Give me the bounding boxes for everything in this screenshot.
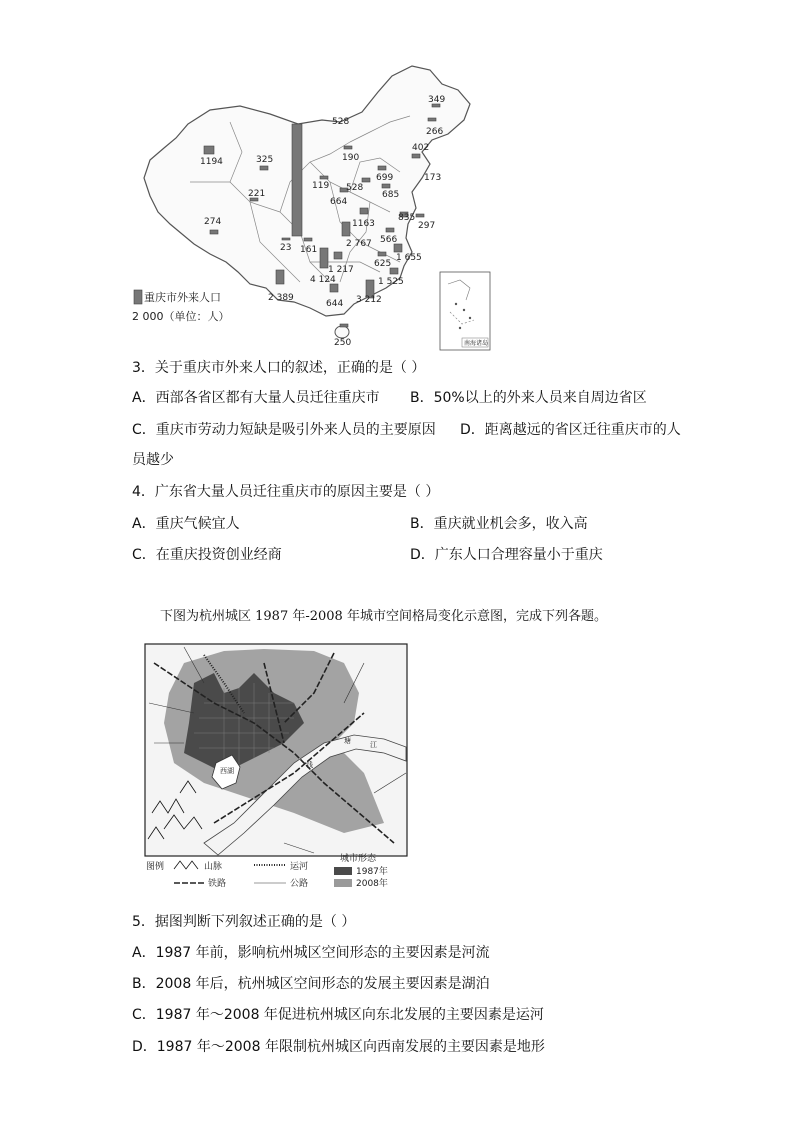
bar-1655 bbox=[394, 244, 402, 252]
label-173: 173 bbox=[424, 173, 442, 183]
bar-625 bbox=[378, 252, 386, 256]
label-349: 349 bbox=[428, 95, 446, 105]
q4-option-d: D．广东人口合理容量小于重庆 bbox=[410, 547, 603, 563]
svg-text:塘: 塘 bbox=[344, 737, 351, 745]
label-1217: 1 217 bbox=[328, 265, 354, 275]
label-1163: 1163 bbox=[352, 219, 375, 229]
q5-option-b: B．2008 年后，杭州城区空间形态的发展主要因素是湖泊 bbox=[132, 976, 490, 992]
svg-text:城市形态: 城市形态 bbox=[340, 854, 377, 864]
svg-text:图例: 图例 bbox=[146, 862, 165, 872]
bar-190 bbox=[344, 146, 352, 149]
label-566: 566 bbox=[380, 235, 398, 245]
bar-2767 bbox=[342, 222, 350, 236]
label-119: 119 bbox=[312, 181, 330, 191]
q3-option-c: C．重庆市劳动力短缺是吸引外来人员的主要原因 bbox=[132, 422, 436, 438]
label-1655: 1 655 bbox=[396, 253, 422, 263]
bar-266 bbox=[428, 118, 436, 121]
bar-325 bbox=[260, 166, 268, 170]
label-274: 274 bbox=[204, 217, 222, 227]
label-528b: 528 bbox=[346, 183, 364, 193]
label-625: 625 bbox=[374, 259, 392, 269]
q4-option-b: B．重庆就业机会多，收入高 bbox=[410, 516, 588, 532]
bar-644 bbox=[330, 284, 338, 292]
bar-23 bbox=[282, 238, 290, 240]
q3-stem: 3．关于重庆市外来人口的叙述，正确的是（ ） bbox=[132, 360, 426, 376]
bar-528b bbox=[362, 178, 370, 182]
bar-161 bbox=[304, 238, 312, 241]
svg-text:2008年: 2008年 bbox=[356, 879, 388, 889]
label-161: 161 bbox=[300, 245, 318, 255]
bar-4124 bbox=[320, 248, 328, 268]
svg-text:公路: 公路 bbox=[290, 879, 309, 889]
svg-text:江: 江 bbox=[370, 741, 377, 749]
bar-1217 bbox=[334, 252, 342, 259]
china-outline bbox=[144, 66, 470, 316]
label-23: 23 bbox=[280, 243, 292, 253]
bar-1525 bbox=[390, 268, 398, 274]
svg-text:1987年: 1987年 bbox=[356, 867, 388, 877]
bar-1194 bbox=[204, 146, 214, 154]
label-644: 644 bbox=[326, 299, 344, 309]
china-migration-map bbox=[130, 62, 492, 352]
svg-text:西湖: 西湖 bbox=[220, 767, 234, 775]
q5-stem: 5．据图判断下列叙述正确的是（ ） bbox=[132, 914, 356, 930]
label-297: 297 bbox=[418, 221, 436, 231]
bar-119 bbox=[320, 176, 328, 179]
bar-699 bbox=[378, 166, 386, 170]
q3-option-d: D．距离越远的省区迁往重庆市的人 bbox=[460, 422, 681, 438]
legend-bar bbox=[134, 290, 142, 304]
bar-566 bbox=[386, 228, 394, 232]
q3-option-d-cont: 员越少 bbox=[132, 452, 174, 468]
label-699: 699 bbox=[376, 173, 394, 183]
bar-685 bbox=[382, 184, 390, 188]
bar-274 bbox=[210, 230, 218, 234]
svg-text:钱: 钱 bbox=[306, 761, 313, 769]
bar-2389 bbox=[276, 270, 284, 284]
label-3212: 3 212 bbox=[356, 295, 382, 305]
label-835: 835 bbox=[398, 213, 416, 223]
label-1194: 1194 bbox=[200, 157, 223, 167]
label-2767: 2 767 bbox=[346, 239, 372, 249]
label-1525: 1 525 bbox=[378, 277, 404, 287]
label-664: 664 bbox=[330, 197, 348, 207]
q5-option-a: A．1987 年前，影响杭州城区空间形态的主要因素是河流 bbox=[132, 945, 490, 961]
bar-250 bbox=[340, 324, 348, 327]
label-221: 221 bbox=[248, 189, 266, 199]
q4-option-c: C．在重庆投资创业经商 bbox=[132, 547, 282, 563]
svg-text:运河: 运河 bbox=[290, 862, 309, 872]
label-4124: 4 124 bbox=[310, 275, 336, 285]
label-190: 190 bbox=[342, 153, 360, 163]
intro-text: 下图为杭州城区 1987 年-2008 年城市空间格局变化示意图，完成下列各题。 bbox=[160, 609, 607, 624]
q4-stem: 4．广东省大量人员迁往重庆市的原因主要是（ ） bbox=[132, 484, 440, 500]
q5-option-d: D．1987 年～2008 年限制杭州城区向西南发展的主要因素是地形 bbox=[132, 1039, 545, 1055]
svg-text:铁路: 铁路 bbox=[208, 879, 227, 889]
q4-option-a: A．重庆气候宜人 bbox=[132, 516, 240, 532]
bar-sichuan bbox=[292, 124, 302, 236]
hangzhou-urban-map bbox=[144, 643, 408, 893]
bar-402 bbox=[412, 154, 420, 158]
legend-scale: 2 000（单位：人） bbox=[132, 310, 230, 323]
svg-text:山脉: 山脉 bbox=[204, 862, 223, 872]
q3-option-b: B．50%以上的外来人员来自周边省区 bbox=[410, 390, 647, 406]
legend-label: 重庆市外来人口 bbox=[144, 291, 221, 304]
q5-option-c: C．1987 年～2008 年促进杭州城区向东北发展的主要因素是运河 bbox=[132, 1007, 544, 1023]
q3-option-a: A．西部各省区都有大量人员迁往重庆市 bbox=[132, 390, 380, 406]
label-250: 250 bbox=[334, 338, 352, 348]
label-528: 528 bbox=[332, 117, 350, 127]
label-2389: 2 389 bbox=[268, 293, 294, 303]
south-china-sea-inset bbox=[440, 272, 490, 350]
label-685: 685 bbox=[382, 190, 400, 200]
bar-1163 bbox=[360, 208, 368, 214]
label-325: 325 bbox=[256, 155, 274, 165]
map2-legend bbox=[146, 852, 388, 889]
label-266: 266 bbox=[426, 127, 444, 137]
label-402: 402 bbox=[412, 143, 430, 153]
svg-text:南海诸岛: 南海诸岛 bbox=[464, 340, 489, 347]
bar-297 bbox=[416, 214, 424, 217]
